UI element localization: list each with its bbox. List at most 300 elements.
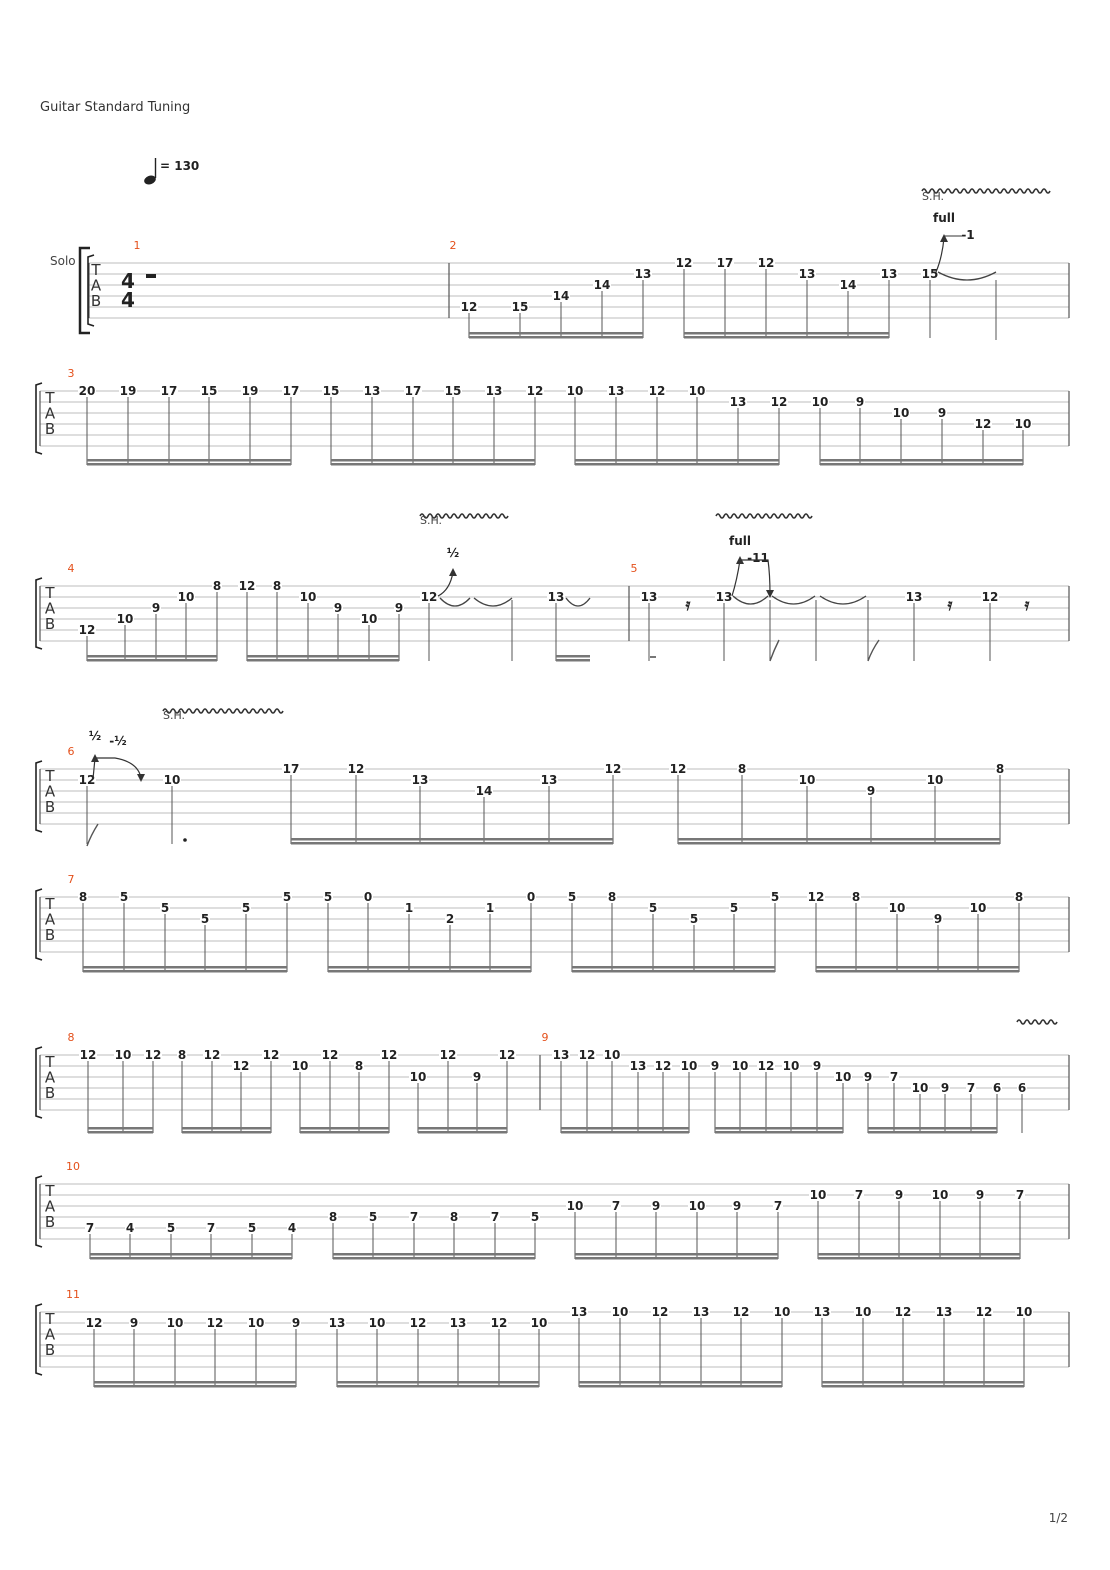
fret-number: 9 — [651, 1199, 661, 1213]
fret-number: 12 — [439, 1048, 457, 1062]
fret-number: 10 — [854, 1305, 872, 1319]
beam-secondary — [469, 332, 643, 335]
tab-clef-letter: B — [44, 926, 56, 944]
tab-clef-letter: B — [44, 420, 56, 438]
fret-number: 9 — [291, 1316, 301, 1330]
fret-number: 10 — [409, 1070, 427, 1084]
time-signature-top: 4 — [121, 269, 135, 293]
beam-secondary — [575, 459, 779, 462]
fret-number: 8 — [328, 1210, 338, 1224]
bend-full-label: full — [933, 211, 955, 225]
beam-secondary — [868, 1127, 997, 1130]
tab-clef-letter: A — [44, 1197, 56, 1216]
beam-secondary — [572, 966, 775, 969]
fret-number: 8 — [995, 762, 1005, 776]
beam-secondary — [818, 1253, 1020, 1256]
bar-number: 6 — [67, 745, 75, 758]
beam-primary — [572, 970, 775, 973]
fret-number: 10 — [834, 1070, 852, 1084]
beam-secondary — [90, 1253, 292, 1256]
fret-number: 12 — [85, 1316, 103, 1330]
fret-number: 7 — [409, 1210, 419, 1224]
beam-primary — [579, 1385, 782, 1388]
fret-number: 10 — [177, 590, 195, 604]
fret-number: 10 — [773, 1305, 791, 1319]
bend-value: -1 — [961, 228, 975, 242]
beam-primary — [822, 1385, 1024, 1388]
fret-number: 12 — [420, 590, 438, 604]
fret-number: 7 — [773, 1199, 783, 1213]
fret-number: 10 — [603, 1048, 621, 1062]
beam-primary — [469, 336, 643, 339]
tab-clef-letter: T — [45, 1053, 55, 1071]
fret-number: 0 — [526, 890, 536, 904]
fret-number: 12 — [409, 1316, 427, 1330]
beam-primary — [418, 1131, 507, 1134]
beam-secondary — [300, 1127, 389, 1130]
beam-primary — [337, 1385, 539, 1388]
fret-number: 10 — [888, 901, 906, 915]
fret-number: 10 — [114, 1048, 132, 1062]
beam-secondary — [182, 1127, 271, 1130]
fret-number: 12 — [770, 395, 788, 409]
note-flag-icon — [87, 824, 98, 846]
fret-number: 9 — [151, 601, 161, 615]
fret-number: 10 — [782, 1059, 800, 1073]
beam-primary — [556, 659, 590, 662]
fret-number: 8 — [737, 762, 747, 776]
sixteenth-rest-icon: 𝄿 — [1024, 595, 1030, 614]
fret-number: 9 — [866, 784, 876, 798]
staff-bracket — [36, 383, 42, 454]
fret-number: 12 — [321, 1048, 339, 1062]
beam-secondary — [684, 332, 889, 335]
fret-number: 14 — [475, 784, 493, 798]
tab-clef-letter: A — [44, 404, 56, 423]
fret-number: 9 — [333, 601, 343, 615]
tab-clef-letter: A — [44, 782, 56, 801]
fret-number: 12 — [490, 1316, 508, 1330]
tab-clef-letter: T — [45, 584, 55, 602]
fret-number: 0 — [363, 890, 373, 904]
staff-bracket — [36, 578, 42, 649]
beam-primary — [333, 1257, 535, 1260]
fret-number: 12 — [648, 384, 666, 398]
fret-number: 5 — [530, 1210, 540, 1224]
fret-number: 9 — [863, 1070, 873, 1084]
fret-number: 12 — [894, 1305, 912, 1319]
fret-number: 10 — [566, 1199, 584, 1213]
fret-number: 10 — [688, 1199, 706, 1213]
fret-number: 12 — [669, 762, 687, 776]
fret-number: 13 — [640, 590, 658, 604]
tab-clef-letter: A — [90, 276, 102, 295]
fret-number: 13 — [880, 267, 898, 281]
fret-number: 20 — [78, 384, 96, 398]
fret-number: 5 — [689, 912, 699, 926]
beam-secondary — [561, 1127, 689, 1130]
bar-number: 1 — [133, 239, 141, 252]
fret-number: 10 — [688, 384, 706, 398]
fret-number: 5 — [200, 912, 210, 926]
bend-release-path — [732, 560, 770, 596]
fret-number: 13 — [813, 1305, 831, 1319]
beam-secondary — [820, 459, 1023, 462]
fret-number: 10 — [926, 773, 944, 787]
fret-number: 15 — [200, 384, 218, 398]
tab-clef-letter: T — [91, 261, 101, 279]
fret-number: 12 — [974, 417, 992, 431]
fret-number: 8 — [212, 579, 222, 593]
tab-clef-letter: A — [44, 1325, 56, 1344]
sixteenth-rest-icon: 𝄿 — [947, 595, 953, 614]
fret-number: 14 — [552, 289, 570, 303]
fret-number: 10 — [166, 1316, 184, 1330]
tempo-marking: = 130 — [160, 159, 200, 173]
fret-number: 9 — [933, 912, 943, 926]
fret-number: 17 — [716, 256, 734, 270]
bend-value: -½ — [109, 734, 127, 748]
fret-number: 8 — [354, 1059, 364, 1073]
fret-number: 13 — [363, 384, 381, 398]
fret-number: 17 — [282, 762, 300, 776]
tie-arc — [566, 598, 590, 606]
tie-arc — [474, 598, 512, 606]
fret-number: 5 — [567, 890, 577, 904]
fret-number: 9 — [472, 1070, 482, 1084]
staff-bracket — [36, 761, 42, 832]
time-signature-bottom: 4 — [121, 288, 135, 312]
fret-number: 9 — [394, 601, 404, 615]
fret-number: 10 — [299, 590, 317, 604]
staff-bracket — [36, 889, 42, 960]
fret-number: 12 — [975, 1305, 993, 1319]
fret-number: 9 — [855, 395, 865, 409]
beam-secondary — [247, 655, 399, 658]
fret-number: 9 — [732, 1199, 742, 1213]
fret-number: 5 — [247, 1221, 257, 1235]
fret-number: 17 — [160, 384, 178, 398]
fret-number: 12 — [498, 1048, 516, 1062]
beam-primary — [715, 1131, 843, 1134]
fret-number: 12 — [807, 890, 825, 904]
fret-number: 4 — [287, 1221, 297, 1235]
bar-number: 9 — [541, 1031, 549, 1044]
beam-primary — [868, 1131, 997, 1134]
fret-number: 12 — [654, 1059, 672, 1073]
beam-primary — [247, 659, 399, 662]
bar-number: 10 — [66, 1160, 80, 1173]
fret-number: 15 — [921, 267, 939, 281]
page-number: 1/2 — [1048, 1511, 1068, 1525]
fret-number: 5 — [166, 1221, 176, 1235]
staff-bracket — [36, 1176, 42, 1247]
fret-number: 10 — [811, 395, 829, 409]
sh-label: S.H. — [163, 709, 186, 722]
fret-number: 5 — [323, 890, 333, 904]
fret-number: 13 — [629, 1059, 647, 1073]
bar-number: 2 — [449, 239, 457, 252]
beam-primary — [88, 1131, 153, 1134]
tab-clef-letter: B — [44, 1213, 56, 1231]
fret-number: 10 — [116, 612, 134, 626]
fret-number: 1 — [404, 901, 414, 915]
beam-secondary — [87, 459, 291, 462]
fret-number: 13 — [328, 1316, 346, 1330]
fret-number: 10 — [731, 1059, 749, 1073]
fret-number: 12 — [757, 1059, 775, 1073]
fret-number: 13 — [798, 267, 816, 281]
tab-clef-letter: A — [44, 1068, 56, 1087]
fret-number: 2 — [445, 912, 455, 926]
beam-secondary — [337, 1381, 539, 1384]
beam-primary — [182, 1131, 271, 1134]
sh-label: S.H. — [420, 514, 443, 527]
fret-number: 10 — [247, 1316, 265, 1330]
fret-number: 5 — [160, 901, 170, 915]
fret-number: 12 — [78, 773, 96, 787]
beam-primary — [816, 970, 1019, 973]
note-flag-icon — [868, 640, 879, 661]
beam-secondary — [88, 1127, 153, 1130]
fret-number: 12 — [732, 1305, 750, 1319]
fret-number: 12 — [675, 256, 693, 270]
fret-number: 14 — [593, 278, 611, 292]
fret-number: 7 — [966, 1081, 976, 1095]
fret-number: 7 — [206, 1221, 216, 1235]
fret-number: 10 — [291, 1059, 309, 1073]
fret-number: 15 — [444, 384, 462, 398]
fret-number: 5 — [241, 901, 251, 915]
fret-number: 13 — [905, 590, 923, 604]
fret-number: 12 — [757, 256, 775, 270]
beam-secondary — [678, 838, 1000, 841]
beam-primary — [94, 1385, 296, 1388]
fret-number: 12 — [347, 762, 365, 776]
fret-number: 10 — [969, 901, 987, 915]
beam-primary — [87, 463, 291, 466]
beam-secondary — [87, 655, 217, 658]
fret-number: 8 — [272, 579, 282, 593]
vibrato-wavy-line — [716, 514, 812, 518]
tuning-label: Guitar Standard Tuning — [40, 100, 191, 115]
beam-secondary — [291, 838, 613, 841]
fret-number: 8 — [1014, 890, 1024, 904]
fret-number: 5 — [119, 890, 129, 904]
fret-number: 10 — [530, 1316, 548, 1330]
fret-number: 8 — [177, 1048, 187, 1062]
fret-number: 19 — [241, 384, 259, 398]
fret-number: 7 — [611, 1199, 621, 1213]
fret-number: 13 — [411, 773, 429, 787]
tie-arc — [938, 272, 996, 280]
beam-primary — [575, 463, 779, 466]
fret-number: 5 — [729, 901, 739, 915]
beam-secondary — [333, 1253, 535, 1256]
fret-number: 15 — [511, 300, 529, 314]
fret-number: 5 — [648, 901, 658, 915]
dot-icon — [183, 838, 187, 842]
tab-clef-letter: B — [44, 798, 56, 816]
fret-number: 1 — [485, 901, 495, 915]
half-rest-icon — [146, 274, 156, 278]
fret-number: 13 — [485, 384, 503, 398]
bend-full-label: full — [729, 534, 751, 548]
fret-number: 19 — [119, 384, 137, 398]
fret-number: 12 — [232, 1059, 250, 1073]
fret-number: 7 — [490, 1210, 500, 1224]
bar-number: 11 — [66, 1288, 80, 1301]
fret-number: 9 — [940, 1081, 950, 1095]
fret-number: 10 — [1014, 417, 1032, 431]
track-name: Solo — [50, 254, 76, 268]
tab-clef-letter: A — [44, 910, 56, 929]
sixteenth-rest-icon: 𝄿 — [685, 595, 691, 614]
bar-number: 8 — [67, 1031, 75, 1044]
beam-primary — [678, 842, 1000, 845]
fret-number: 10 — [911, 1081, 929, 1095]
fret-number: 9 — [710, 1059, 720, 1073]
beam-secondary — [575, 1253, 778, 1256]
fret-number: 13 — [552, 1048, 570, 1062]
beam-secondary — [816, 966, 1019, 969]
fret-number: 12 — [604, 762, 622, 776]
fret-number: 8 — [607, 890, 617, 904]
beam-primary — [575, 1257, 778, 1260]
fret-number: 17 — [282, 384, 300, 398]
fret-number: 7 — [889, 1070, 899, 1084]
fret-number: 13 — [547, 590, 565, 604]
fret-number: 13 — [729, 395, 747, 409]
fret-number: 5 — [368, 1210, 378, 1224]
fret-number: 10 — [611, 1305, 629, 1319]
fret-number: 13 — [540, 773, 558, 787]
fret-number: 10 — [809, 1188, 827, 1202]
fret-number: 12 — [238, 579, 256, 593]
beam-primary — [83, 970, 287, 973]
beam-secondary — [715, 1127, 843, 1130]
tab-clef-letter: B — [44, 1341, 56, 1359]
fret-number: 13 — [607, 384, 625, 398]
tab-clef-letter: T — [45, 895, 55, 913]
tab-clef-letter: T — [45, 767, 55, 785]
fret-number: 10 — [368, 1316, 386, 1330]
fret-number: 10 — [680, 1059, 698, 1073]
note-flag-icon — [770, 640, 779, 661]
tie-arc — [440, 598, 470, 606]
bend-half-label: ½ — [88, 729, 102, 743]
fret-number: 15 — [322, 384, 340, 398]
fret-number: 9 — [975, 1188, 985, 1202]
fret-number: 6 — [1017, 1081, 1027, 1095]
fret-number: 8 — [851, 890, 861, 904]
tab-clef-letter: T — [45, 1310, 55, 1328]
fret-number: 13 — [935, 1305, 953, 1319]
bar-number: 4 — [67, 562, 75, 575]
fret-number: 7 — [85, 1221, 95, 1235]
beam-primary — [90, 1257, 292, 1260]
fret-number: 8 — [78, 890, 88, 904]
beam-primary — [818, 1257, 1020, 1260]
fret-number: 12 — [203, 1048, 221, 1062]
fret-number: 12 — [144, 1048, 162, 1062]
beam-secondary — [556, 655, 590, 658]
fret-number: 12 — [380, 1048, 398, 1062]
beam-primary — [820, 463, 1023, 466]
fret-number: 4 — [125, 1221, 135, 1235]
beam-primary — [561, 1131, 689, 1134]
tab-clef-letter: B — [44, 615, 56, 633]
fret-number: 9 — [894, 1188, 904, 1202]
fret-number: 10 — [566, 384, 584, 398]
bar-number: 3 — [67, 367, 75, 380]
fret-number: 12 — [981, 590, 999, 604]
fret-number: 5 — [282, 890, 292, 904]
beam-secondary — [328, 966, 531, 969]
beam-primary — [331, 463, 535, 466]
fret-number: 10 — [798, 773, 816, 787]
bar-number: 7 — [67, 873, 75, 886]
fret-number: 12 — [578, 1048, 596, 1062]
beam-primary — [300, 1131, 389, 1134]
beam-primary — [291, 842, 613, 845]
tab-clef-letter: B — [44, 1084, 56, 1102]
tab-clef-letter: T — [45, 389, 55, 407]
fret-number: 8 — [449, 1210, 459, 1224]
fret-number: 10 — [163, 773, 181, 787]
fret-number: 9 — [129, 1316, 139, 1330]
fret-number: 7 — [854, 1188, 864, 1202]
beam-primary — [684, 336, 889, 339]
bend-half-label: ½ — [446, 546, 460, 560]
vibrato-wavy-line — [1017, 1020, 1057, 1024]
staff-bracket — [36, 1304, 42, 1375]
fret-number: 13 — [715, 590, 733, 604]
fret-number: 5 — [770, 890, 780, 904]
fret-number: 17 — [404, 384, 422, 398]
beam-secondary — [418, 1127, 507, 1130]
fret-number: 12 — [262, 1048, 280, 1062]
fret-number: 10 — [892, 406, 910, 420]
beam-secondary — [83, 966, 287, 969]
fret-number: 9 — [937, 406, 947, 420]
fret-number: 13 — [449, 1316, 467, 1330]
sh-label: S.H. — [922, 190, 945, 203]
bend-arrowhead-icon — [137, 774, 145, 782]
fret-number: 13 — [570, 1305, 588, 1319]
tab-clef-letter: T — [45, 1182, 55, 1200]
beam-primary — [87, 659, 217, 662]
fret-number: 13 — [692, 1305, 710, 1319]
fret-number: 12 — [78, 623, 96, 637]
fret-number: 12 — [651, 1305, 669, 1319]
beam-secondary — [331, 459, 535, 462]
fret-number: 12 — [79, 1048, 97, 1062]
fret-number: 12 — [526, 384, 544, 398]
fret-number: 10 — [360, 612, 378, 626]
fret-number: 12 — [460, 300, 478, 314]
tab-clef-letter: A — [44, 599, 56, 618]
beam-secondary — [579, 1381, 782, 1384]
beam-fragment — [650, 656, 656, 658]
bar-number: 5 — [630, 562, 638, 575]
fret-number: 10 — [931, 1188, 949, 1202]
fret-number: 13 — [634, 267, 652, 281]
fret-number: 12 — [206, 1316, 224, 1330]
staff-bracket — [36, 1047, 42, 1118]
beam-primary — [328, 970, 531, 973]
bend-arrowhead-icon — [940, 234, 948, 242]
